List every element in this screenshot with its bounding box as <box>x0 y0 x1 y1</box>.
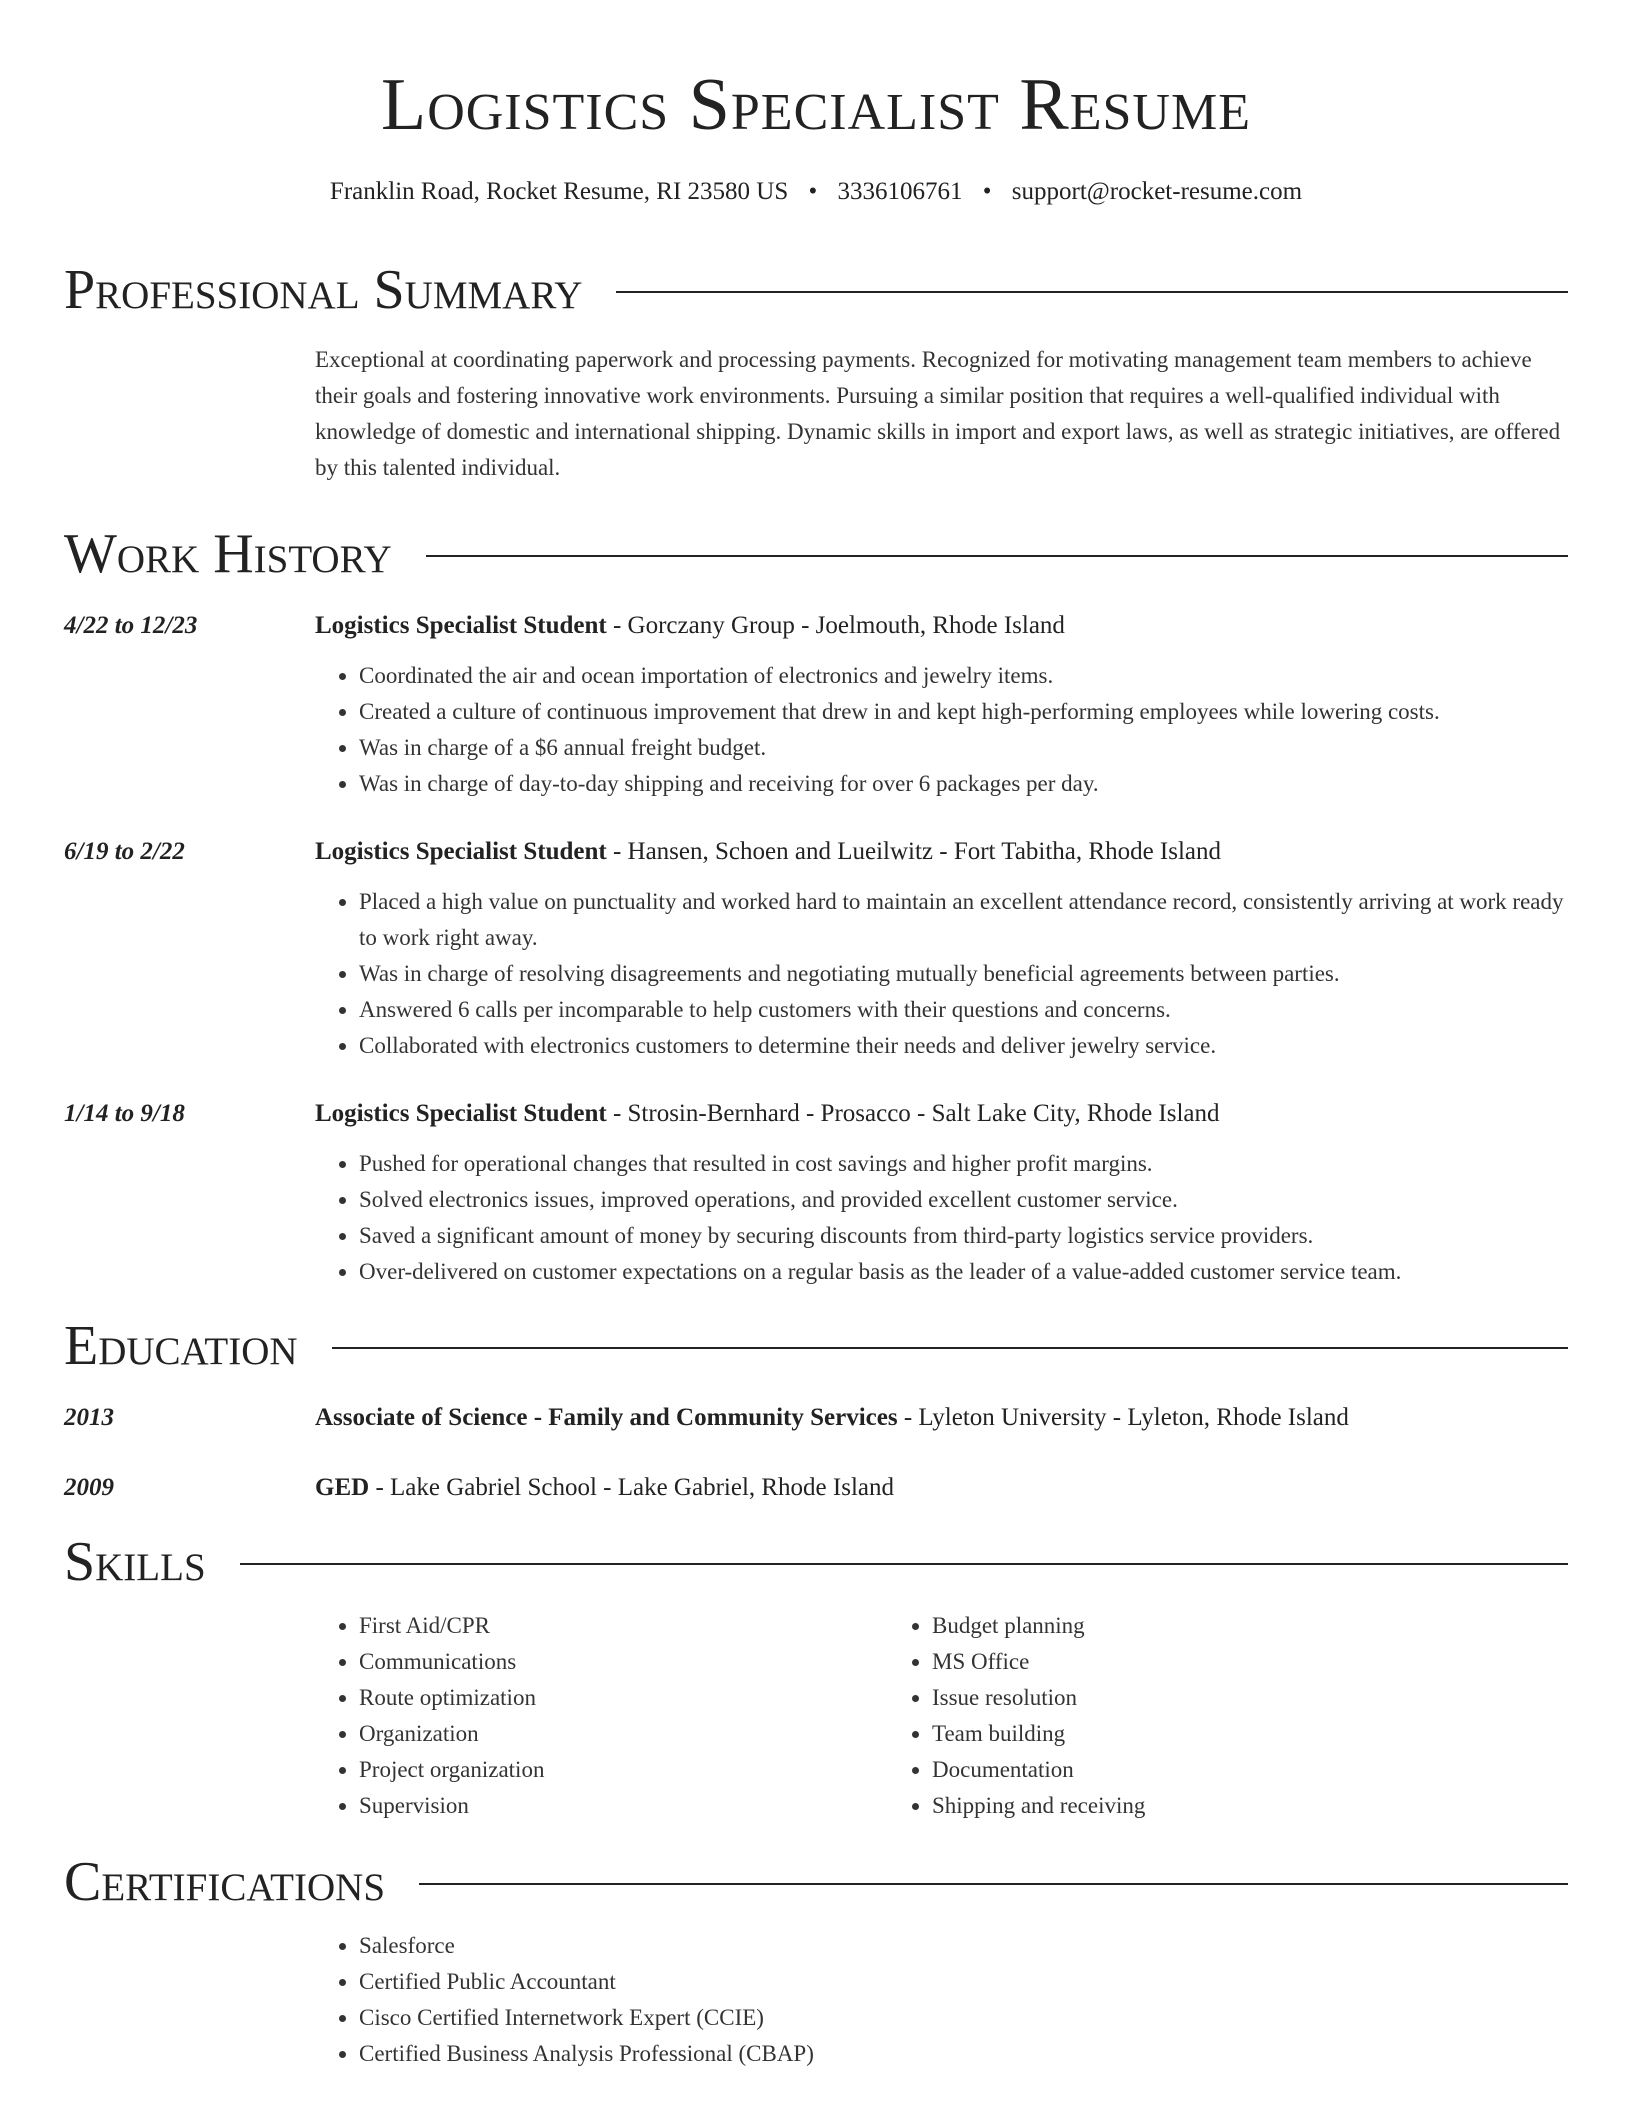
work-headline <box>315 834 1568 870</box>
certification-item: • Certified Business Analysis Professional (CBAP) <box>359 2036 1568 2072</box>
work-role: Logistics Specialist Student <box>315 1100 607 1127</box>
work-bullet: • Created a culture of continuous improvement that drew in and kept high-performing employees while lowering costs. <box>359 694 1568 730</box>
work-entry-body <box>315 834 1568 1064</box>
skill-item: • Project organization <box>359 1752 888 1788</box>
summary-section-heading <box>64 259 1568 321</box>
work-bullet: • Was in charge of a $6 annual freight budget. <box>359 730 1568 766</box>
work-bullet: • Coordinated the air and ocean importation of electronics and jewelry items. <box>359 658 1568 694</box>
work-role: Logistics Specialist Student <box>315 838 607 865</box>
skills-section-heading <box>64 1531 1568 1593</box>
work-bullet: • Was in charge of resolving disagreements and negotiating mutually beneficial agreements between parties. <box>359 956 1568 992</box>
skill-item: • Shipping and receiving <box>932 1788 1461 1824</box>
education-section-heading <box>64 1315 1568 1377</box>
skill-item: • Communications <box>359 1644 888 1680</box>
education-headline <box>315 1400 1568 1436</box>
section-divider <box>419 1883 1568 1885</box>
education-entry <box>64 1470 1568 1506</box>
education-year: 2013 <box>64 1404 114 1431</box>
work-bullet: • Pushed for operational changes that resulted in cost savings and higher profit margins. <box>359 1146 1568 1182</box>
contact-line <box>64 178 1568 210</box>
skill-item: • Issue resolution <box>932 1680 1461 1716</box>
education-year: 2009 <box>64 1474 114 1501</box>
contact-address: Franklin Road, Rocket Resume, RI 23580 US <box>329 178 789 205</box>
education-school: - Lyleton University - Lyleton, Rhode Island <box>897 1404 1349 1431</box>
work-employer: - Hansen, Schoen and Lueilwitz - Fort Tabitha, Rhode Island <box>606 838 1222 865</box>
contact-email: support@rocket-resume.com <box>1011 178 1303 205</box>
work-heading-text: Work History <box>64 523 392 585</box>
work-headline <box>315 1096 1568 1132</box>
contact-separator: • <box>982 178 992 205</box>
skill-item: • Team building <box>932 1716 1461 1752</box>
education-entry <box>64 1400 1568 1436</box>
work-entry <box>64 1096 1568 1290</box>
certification-item: • Cisco Certified Internetwork Expert (CCIE) <box>359 2000 1568 2036</box>
education-entry-body <box>315 1470 1568 1506</box>
contact-phone: 3336106761 <box>837 178 963 205</box>
section-divider <box>240 1563 1568 1565</box>
skill-item: • Documentation <box>932 1752 1461 1788</box>
certifications-section-heading <box>64 1851 1568 1913</box>
skills-grid <box>315 1608 1568 1824</box>
skill-item: • Budget planning <box>932 1608 1461 1644</box>
skills-column-left <box>315 1608 888 1824</box>
education-degree: Associate of Science - Family and Community Services <box>315 1404 898 1431</box>
work-entry <box>64 834 1568 1064</box>
work-entry <box>64 608 1568 802</box>
section-divider <box>426 555 1568 557</box>
education-headline <box>315 1470 1568 1506</box>
contact-separator: • <box>808 178 818 205</box>
skills-column-right <box>888 1608 1461 1824</box>
work-employer: - Strosin-Bernhard - Prosacco - Salt Lake City, Rhode Island <box>606 1100 1220 1127</box>
section-divider <box>616 291 1568 293</box>
skills-heading-text: Skills <box>64 1531 206 1593</box>
work-headline <box>315 608 1568 644</box>
skill-item: • Route optimization <box>359 1680 888 1716</box>
education-heading-text: Education <box>64 1315 298 1377</box>
work-bullet: • Placed a high value on punctuality and worked hard to maintain an excellent attendance record, consistently arriving at work ready to work right away. <box>359 884 1568 956</box>
work-entry-body <box>315 1096 1568 1290</box>
certification-item: • Certified Public Accountant <box>359 1964 1568 2000</box>
work-bullet: • Over-delivered on customer expectations on a regular basis as the leader of a value-added customer service team. <box>359 1254 1568 1290</box>
skill-item: • First Aid/CPR <box>359 1608 888 1644</box>
work-bullets <box>315 658 1568 802</box>
resume-title: Logistics Specialist Resume <box>381 64 1251 146</box>
work-bullet: • Collaborated with electronics customers to determine their needs and deliver jewelry service. <box>359 1028 1568 1064</box>
section-divider <box>332 1347 1568 1349</box>
education-school: - Lake Gabriel School - Lake Gabriel, Rhode Island <box>369 1474 895 1501</box>
work-bullet: • Was in charge of day-to-day shipping and receiving for over 6 packages per day. <box>359 766 1568 802</box>
work-entry-body <box>315 608 1568 802</box>
skill-item: • Supervision <box>359 1788 888 1824</box>
education-entry-body <box>315 1400 1568 1436</box>
work-bullet: • Solved electronics issues, improved operations, and provided excellent customer service. <box>359 1182 1568 1218</box>
summary-paragraph: Exceptional at coordinating paperwork and processing payments. Recognized for motivating management team members to achieve their goals and fostering innovative work environments. Pursuing a similar position that requires a well-qualified individual with knowledge of domestic and international shipping. Dynamic skills in import and export laws, as well as strategic initiatives, are offered by this talented individual. <box>315 347 1561 480</box>
certification-item: • Salesforce <box>359 1928 1568 1964</box>
work-dates: 6/19 to 2/22 <box>64 838 185 865</box>
work-dates: 1/14 to 9/18 <box>64 1100 185 1127</box>
certifications-heading-text: Certifications <box>64 1851 386 1913</box>
work-bullet: • Saved a significant amount of money by securing discounts from third-party logistics service providers. <box>359 1218 1568 1254</box>
work-bullets <box>315 1146 1568 1290</box>
skill-item: • Organization <box>359 1716 888 1752</box>
work-dates: 4/22 to 12/23 <box>64 612 198 639</box>
education-degree: GED <box>315 1474 370 1501</box>
work-section-heading <box>64 523 1568 585</box>
skill-item: • MS Office <box>932 1644 1461 1680</box>
work-bullets <box>315 884 1568 1064</box>
certifications-list <box>315 1928 1568 2072</box>
work-bullet: • Answered 6 calls per incomparable to help customers with their questions and concerns. <box>359 992 1568 1028</box>
work-employer: - Gorczany Group - Joelmouth, Rhode Island <box>606 612 1065 639</box>
work-role: Logistics Specialist Student <box>315 612 607 639</box>
summary-heading-text: Professional Summary <box>64 259 583 321</box>
